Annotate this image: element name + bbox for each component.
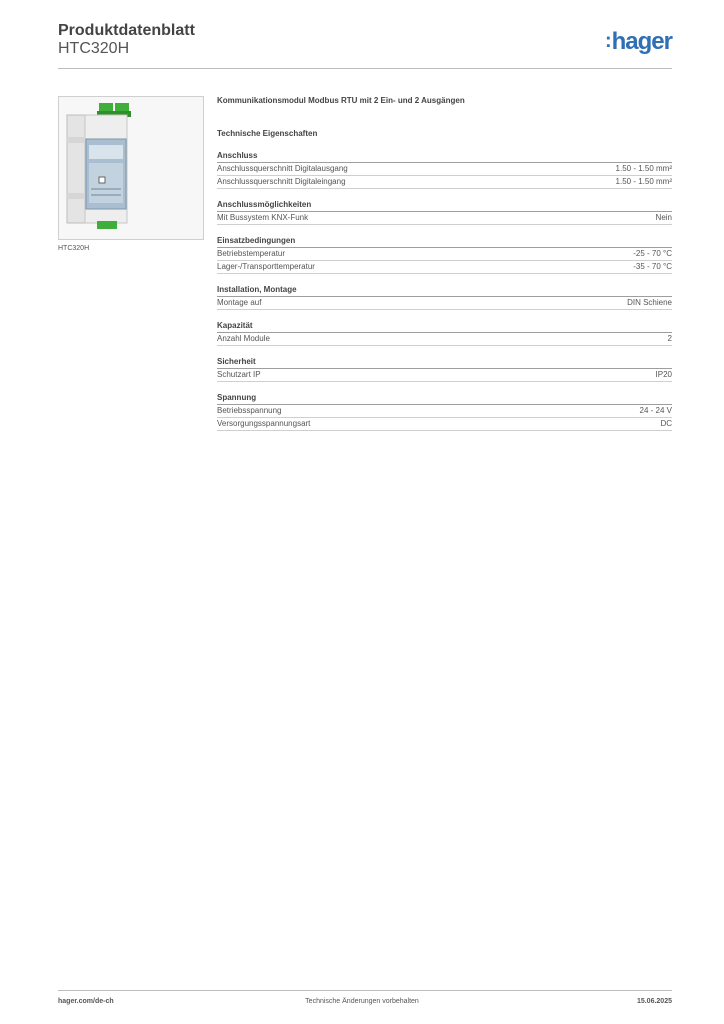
spec-label: Betriebsspannung [217,406,282,415]
product-code-subtitle: HTC320H [58,40,130,57]
spec-row [217,248,672,261]
spec-label: Betriebstemperatur [217,249,286,258]
spec-row [217,261,672,274]
spec-label: Lager-/Transporttemperatur [217,262,315,271]
spec-value: Nein [655,213,672,222]
spec-section [217,357,672,382]
spec-section [217,236,672,274]
footer-website-link[interactable]: hager.com/de-ch [58,998,114,1005]
spec-row [217,369,672,382]
spec-row [217,176,672,189]
spec-row [217,297,672,310]
product-image [58,96,204,240]
spec-row [217,163,672,176]
spec-section-title: Einsatzbedingungen [217,236,672,248]
spec-section [217,321,672,346]
spec-row [217,212,672,225]
spec-section [217,200,672,225]
spec-value: 24 - 24 V [639,406,672,415]
spec-content [217,96,672,442]
footer-divider [58,990,672,991]
spec-sections [217,151,672,431]
din-module-illustration [59,97,203,239]
spec-section-title: Spannung [217,393,672,405]
image-caption: HTC320H [58,245,90,252]
spec-value: DC [660,419,672,428]
product-description: Kommunikationsmodul Modbus RTU mit 2 Ein- und 2 Ausgängen [217,96,465,105]
spec-section-title: Anschluss [217,151,672,163]
spec-value: 1.50 - 1.50 mm² [615,164,672,173]
spec-section [217,393,672,431]
spec-value: -25 - 70 °C [633,249,672,258]
page-header-title: Produktdatenblatt [58,22,195,39]
technical-properties-title: Technische Eigenschaften [217,129,318,138]
footer-disclaimer: Technische Änderungen vorbehalten [305,998,419,1005]
spec-row [217,405,672,418]
spec-section-title: Installation, Montage [217,285,672,297]
spec-section-title: Kapazität [217,321,672,333]
spec-label: Schutzart IP [217,370,261,379]
spec-row [217,333,672,346]
spec-label: Montage auf [217,298,262,307]
hager-logo[interactable] [605,28,672,56]
spec-value: 2 [667,334,672,343]
footer-date: 15.06.2025 [636,998,672,1005]
spec-section-title: Anschlussmöglichkeiten [217,200,672,212]
header-divider [58,68,672,69]
spec-value: -35 - 70 °C [633,262,672,271]
spec-value: IP20 [655,370,672,379]
spec-value: 1.50 - 1.50 mm² [615,177,672,186]
spec-value: DIN Schiene [627,298,672,307]
logo-colon-icon: : [604,30,611,52]
spec-label: Anschlussquerschnitt Digitalausgang [217,164,348,173]
spec-row [217,418,672,431]
spec-label: Mit Bussystem KNX-Funk [217,213,309,222]
logo-text: hager [611,28,672,55]
spec-section-title: Sicherheit [217,357,672,369]
spec-section [217,285,672,310]
spec-section [217,151,672,189]
spec-label: Anschlussquerschnitt Digitaleingang [217,177,346,186]
spec-label: Versorgungsspannungsart [217,419,311,428]
spec-label: Anzahl Module [217,334,270,343]
